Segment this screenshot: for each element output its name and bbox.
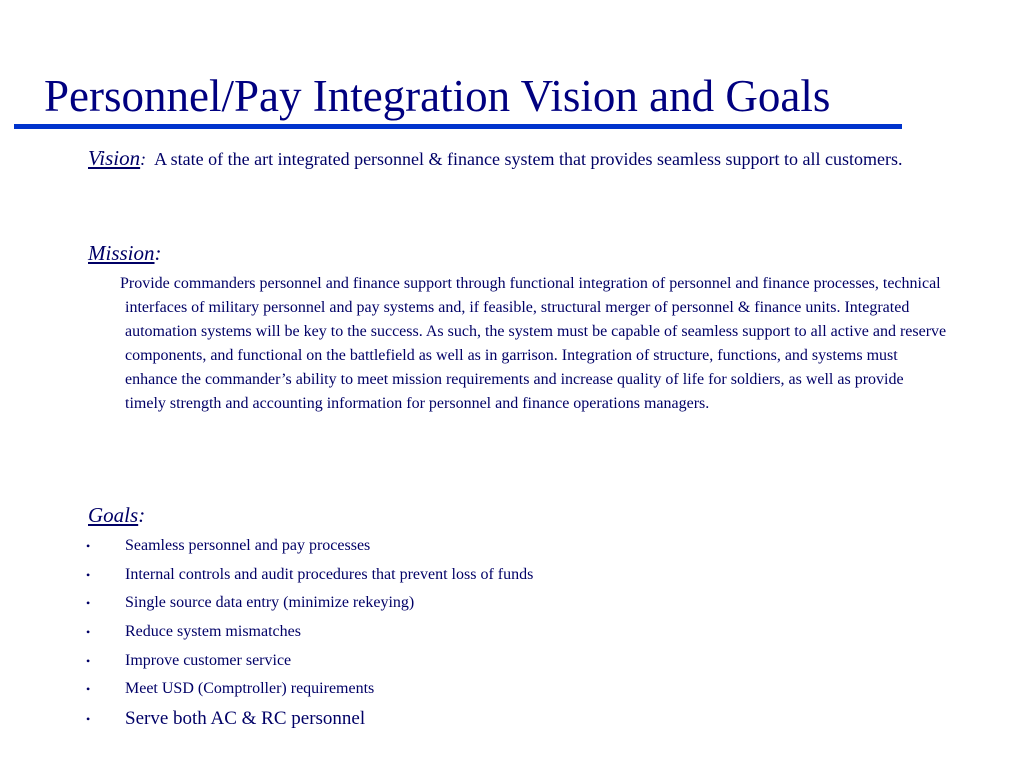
goals-list [0,532,900,733]
goal-item [0,618,900,647]
vision-colon: : [140,149,147,169]
bullet-icon: • [86,712,91,727]
vision-text: A state of the art integrated personnel & finance system that provides seamless support to all customers. [154,149,903,169]
title-underline-rule [14,124,902,129]
goal-text: Seamless personnel and pay processes [125,537,371,554]
goal-text: Serve both AC & RC personnel [125,708,366,730]
bullet-icon: • [86,625,91,640]
goal-text: Reduce system mismatches [125,623,301,641]
vision-heading: Vision [88,146,141,170]
bullet-icon: • [86,653,91,668]
goal-text: Improve customer service [125,651,292,669]
bullet-icon: • [86,596,91,611]
goal-item [0,647,900,676]
vision-paragraph [88,144,945,173]
slide-title: Personnel/Pay Integration Vision and Goals [44,71,831,121]
bullet-icon: • [86,567,91,582]
goals-heading: Goals [88,503,139,527]
goals-heading-line [88,501,145,529]
goals-colon: : [138,503,146,527]
goal-item [0,561,900,590]
bullet-icon: • [86,539,91,553]
goal-text: Internal controls and audit procedures that prevent loss of funds [125,565,534,583]
goal-text: Meet USD (Comptroller) requirements [125,680,375,698]
mission-heading: Mission [88,241,155,265]
goal-item [0,675,900,704]
goal-item [0,704,900,733]
goal-item [0,532,900,561]
mission-heading-line [88,239,162,267]
goal-text: Single source data entry (minimize rekeying) [125,594,415,612]
mission-colon: : [154,241,162,265]
bullet-icon: • [86,682,91,697]
mission-text: Provide commanders personnel and finance support through functional integration of personnel and finance processes, technical interfaces of military personnel and pay systems and, if feasible, structural merger of personnel & finance units. Integrated automation systems will be key to the success. As such, the system must be capable of seamless support to all active and reserve components, and functional on the battlefield as well as in garrison. Integration of structure, functions, and systems must enhance the commander’s ability to meet mission requirements and increase quality of life for soldiers, as well as provide timely strength and accounting information for personnel and finance operations managers. [120,275,947,412]
goal-item [0,589,900,618]
